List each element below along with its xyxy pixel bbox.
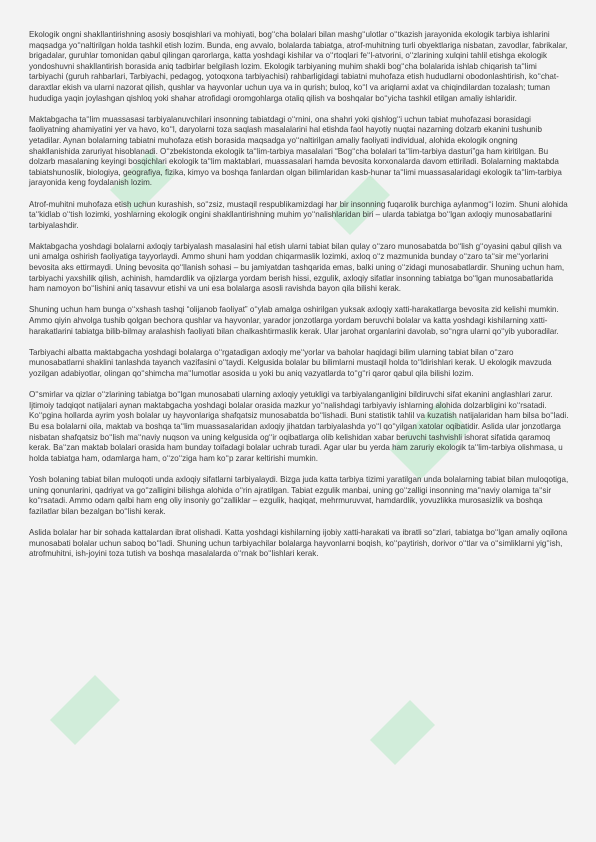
paragraph-4: Maktabgacha yoshdagi bolalarni axloqiy tarbiyalash masalasini hal etish ularni tabiat bilan qulay o‘‘zaro munosabatda bo‘‘lish g‘‘oyasini qabul qilish va uni amalga oshirish faoliyatiga tayyorlaydi. Ammo shuni ham yoddan chiqarmaslik lozimki, axloq o‘‘z mazmunida bunday o‘‘zaro ta‘‘sir me‘‘yorlarini bevosita aks ettirmaydi. Uning bevosita qo‘‘llanish sohasi – bu jamiyatdan tashqarida emas, balki uning o‘‘zidagi munosabatlardir. Shuning uchun ham, tarbiyachi yaxshilik qilish, achinish, hamdardlik va ojizlarga yordam berish hissi, ezgulik, axloqiy sifatlar insonning tabiatga bo‘‘lgan munosabatlarida ham namoyon bo‘‘lishini aniq tasavvur etishi va uni esa bolalarga asosli ravishda bayon qila bilishi kerak. <box>29 241 565 294</box>
document-body <box>29 30 569 570</box>
paragraph-5: Shuning uchun ham bunga o‘‘xshash tashqi “olijanob faoliyat” o‘‘ylab amalga oshirilgan yuksak axloqiy xatti-harakatlarga bevosita zid kelishi mumkin. Ammo qiyin ahvolga tushib qolgan bechora qushlar va hayvonlar, yarador jonzotlarga yordam beruvchi bolalar va katta yoshdagi kishilarning xatti-harakatlarini tabiatga bilib-bilmay aralashish faoliyati bilan chalkashtirmaslik kerak. Ular jarohat organlarini davolab, so‘‘ngra ularni qo‘‘yib yuboradilar. <box>29 305 559 336</box>
paragraph-8: Yosh bolaning tabiat bilan muloqoti unda axloqiy sifatlarni tarbiyalaydi. Bizga juda katta tarbiya tizimi yaratilgan unda bolalarning tabiat bilan muloqotiga, uning qonunlarini, qadriyat va go‘‘zalligini bilishga alohida o‘‘rin ajratilgan. Tabiat ezgulik manbai, uning go‘‘zalligi insonning ma‘‘naviy olamiga ta‘‘sir ko‘‘rsatadi. Ammo odam qalbi ham eng oliy insoniy go‘‘zalliklar – ezgulik, haqiqat, mehrmuruvvat, hamdardlik, yovuzlikka murosasizlik va boshqa fazilatlar bilan bezalgan bo‘‘lishi kerak. <box>29 474 569 516</box>
paragraph-6: Tarbiyachi albatta maktabgacha yoshdagi bolalarga o‘‘rgatadigan axloqiy me‘‘yorlar va baholar haqidagi bilim ularning tabiat bilan o‘‘zaro munosabatlarni shaklini tanlashda tayanch vazifasini o‘‘taydi. Kelgusida bolalar bu bilimlarni mustaqil holda to‘‘ldirishlari kerak. U ekologik mavzuda yozilgan adabiyotlar, olingan qo‘‘shimcha ma‘‘lumotlar asosida u yoki bu aniq vazyatlarda to‘‘g‘‘ri qaror qabul qila bilishi lozim. <box>29 347 552 378</box>
paragraph-1: Ekologik ongni shakllantirishning asosiy bosqishlari va mohiyati, bog‘‘cha bolalari bilan mashg‘‘ulotlar o‘‘tkazish jarayonida ekologik tarbiya ishlarini maqsadga yo‘‘naltirilgan holda tashkil etish lozim. Bunda, eng avvalo, bolalarda tabiatga, atrof-muhitning turli obyektlariga nisbatan, zavodlar, fabrikalar, brigadalar, guruhlar tomonidan qabul qilingan qarorlarga, katta yoshdagi kishilar va o‘‘rtoqlari fe‘‘l-atvorini, o‘‘zlarining xulqini tahlil etishga ekologik yondoshuvni shakllantirish borasida aniq tadbirlar belgilash lozim. Ekologik tarbiyaning muhim shakli bog‘‘cha bolalarida ishlab chiqarish ta‘‘limi tarbiyachi (guruh rahbarlari, Tarbiyachi, pedagog, yotoqxona tarbiyachisi) rahbarligidagi tabiatni muhofaza etish hududlarni obodonlashtirish, ko‘‘chat-daraxtlar ekish va ularni nazorat qilish, qushlar va hayvonlar uchun uya va in qurish; buloq, ko‘‘l va ariqlarni axlat va chiqindilardan tozalash; tuman hududiga yaqin joylashgan qishloq yoki shahar atrofidagi oromgohlarga otaliq qilish va boshqalar bo‘‘yicha tashkil etilgan amaliy ishlaridir. <box>29 30 568 103</box>
paragraph-7: O‘‘smirlar va qizlar o‘‘zlarining tabiatga bo‘‘lgan munosabati ularning axloqiy yetukligi va tarbiyalanganligini bildiruvchi sifat ekanini anglashlari zarur. Ijtimoiy tadqiqot natijalari aynan maktabgacha yoshdagi bolalar orasida mazkur yo‘‘nalishdagi tarbiyaviy ishlarning alohida dolzarbligini ko‘‘rsatadi. Ko‘‘pgina hollarda ayrim yosh bolalar uy hayvonlariga shafqatsiz munosabatda bo‘‘lishadi. Buni statistik tahlil va kuzatish natijalaridan ham bilsa bo‘‘ladi. Bu esa bolalarni oila, maktab va boshqa ta‘‘lim muassasalaridan axloqiy jihatdan tarbiyalashda yo‘‘l qo‘‘yilgan xatolar oqibatidir. Aslida ular jonzotlarga nisbatan shafqatsiz bo‘‘lish ma‘‘naviy nuqson va uning kelgusida og‘‘ir oqibatlarga olib kelishidan xabar beruvchi tashvishli ishorat sifatida qaramoq kerak. Ba‘‘zan maktab bolalari orasida ham bunday toifadagi bolalar uchrab turadi. Agar ular bu yerda ham zaruriy ekologik ta‘‘lim-tarbiya olishmasa, u holda tabiatga ham, odamlarga ham, o‘‘zo‘‘ziga ham ko‘‘p zarar keltirishi mumkin. <box>29 390 569 463</box>
paragraph-2: Maktabgacha ta‘‘lim muassasasi tarbiyalanuvchilari insonning tabiatdagi o‘‘rnini, ona shahri yoki qishlog‘‘i uchun tabiat muhofazasi borasidagi faoliyatning ahamiyatini yer va havo, ko‘‘l, daryolarni toza saqlash masalalarini hal etishda faol hayotiy nuqtai nazarning dolzarb ekanini tushunib yetadilar. Aynan bolalarning tabiatni muhofaza etish borasida maqsadga yo‘‘naltirilgan amaliy faoliyati individual, alohida ekologik ongning shakllanishida zaruriyat hisoblanadi. O‘‘zbekistonda ekologik ta‘‘lim-tarbiya masalalari “Bog‘‘cha bolalari ta‘‘lim-tarbiya dasturi”ga ham kiritilgan. Bu dolzarb masalaning keyingi bosqichlari ekologik ta‘‘lim maktablari, muassasalari hamda bevosita korxonalarda davom ettiriladi. Bolalarning maktabda tabiatshunoslik, biologiya, geografiya, fizika, kimyo va boshqa fanlardan olgan bilimlaridan kasb-hunar ta‘‘limi muassasalaridagi ekologik ta‘‘lim-tarbiya jarayonida keng foydalanish lozim. <box>29 114 562 188</box>
paragraph-9: Aslida bolalar har bir sohada kattalardan ibrat olishadi. Katta yoshdagi kishilarning ijobiy xatti-harakati va ibratli so‘‘zlari, tabiatga bo‘‘lgan amaliy oqilona munosabati bolalar uchun saboq bo‘‘ladi. Shuning uchun tarbiyachilar bolalarga hayvonlarni boqish, ko‘‘paytirish, dorivor o‘‘tlar va o‘‘simliklarni yig‘‘ish, atrofmuhitni, ish-joyini toza tutish va boshqa masalalarda o‘‘rnak bo‘‘lishlari kerak. <box>29 527 568 559</box>
paragraph-3: Atrof-muhitni muhofaza etish uchun kurashish, so‘‘zsiz, mustaqil respublikamizdagi har bir insonning fuqarolik burchiga aylanmog‘‘i lozim. Shuni alohida ta‘‘kidlab o‘‘tish lozimki, yoshlarning ekologik ongini shakllantirishning muhim yo‘‘nalishlaridan biri – ularda tabiatga bo‘‘lgan axloqiy munosabatlarini tarbiyalashdir. <box>29 199 568 230</box>
